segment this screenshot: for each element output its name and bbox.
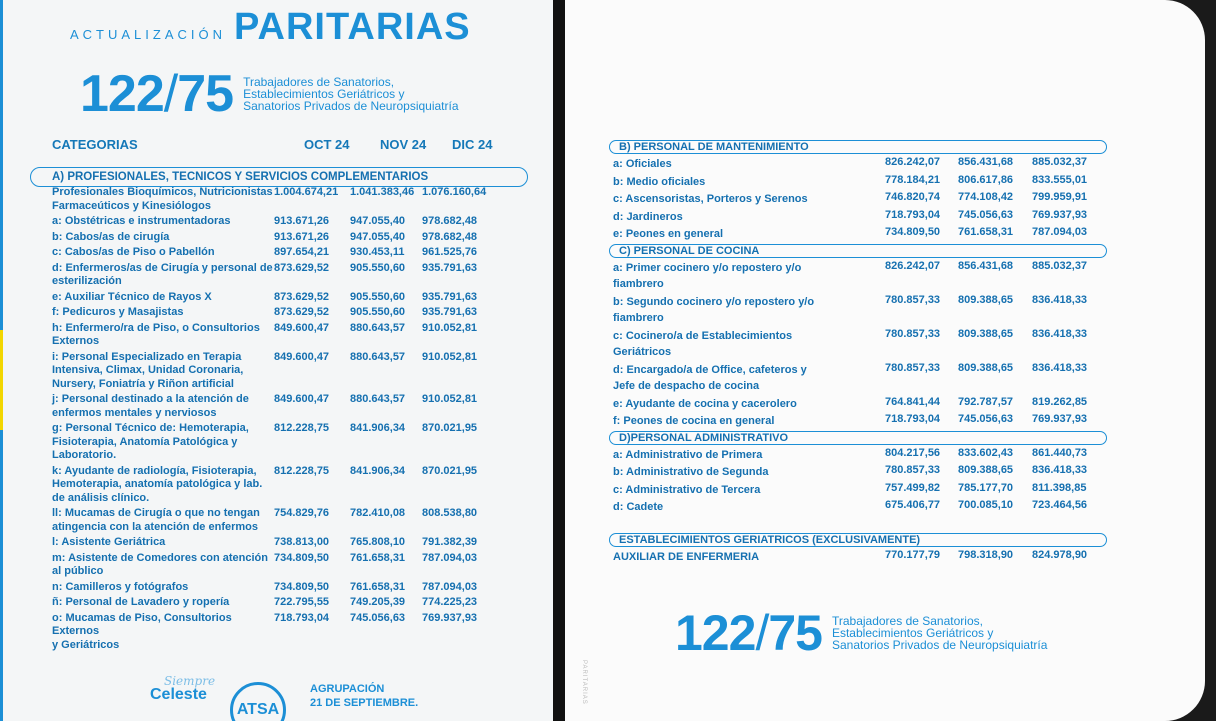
row-label-line: a: Oficiales bbox=[613, 158, 672, 170]
value-oct: 746.820,74 bbox=[885, 191, 941, 203]
right-page bbox=[565, 0, 1205, 721]
table-row bbox=[52, 422, 502, 463]
row-label bbox=[52, 262, 274, 289]
value-dic: 819.262,85 bbox=[1032, 395, 1088, 408]
value-nov: 785.177,70 bbox=[958, 481, 1014, 494]
table-row bbox=[613, 447, 1112, 464]
logo-line: Sanatorios Privados de Neuropsiquiatría bbox=[831, 638, 1048, 652]
row-label-line: ñ: Personal de Lavadero y ropería bbox=[52, 596, 230, 608]
logo-line: Establecimientos Geriátricos y bbox=[831, 626, 994, 640]
logo-122-75 bbox=[80, 65, 459, 123]
value-nov: 809.388,65 bbox=[958, 361, 1014, 374]
row-label-line: fiambrero bbox=[613, 312, 664, 324]
value-oct: 757.499,82 bbox=[885, 481, 941, 494]
footer-agrupacion bbox=[310, 682, 418, 710]
value-nov: 880.643,57 bbox=[350, 321, 406, 334]
value-dic: 1.076.160,64 bbox=[422, 186, 487, 198]
row-label bbox=[613, 191, 853, 208]
value-dic: 836.418,33 bbox=[1032, 293, 1088, 306]
value-oct: 826.242,07 bbox=[885, 259, 941, 272]
value-oct: 778.184,21 bbox=[885, 173, 941, 186]
row-label bbox=[52, 393, 274, 420]
value-oct: 734.809,50 bbox=[274, 580, 330, 593]
logo-number-a: 122 bbox=[80, 65, 164, 123]
row-label-line: atingencia con la atención de enfermos bbox=[52, 520, 258, 533]
table-row bbox=[52, 536, 502, 550]
row-label bbox=[613, 156, 853, 173]
row-label bbox=[613, 482, 853, 499]
value-dic: 935.791,63 bbox=[422, 261, 478, 274]
value-dic: 978.682,48 bbox=[422, 215, 478, 227]
row-label-line: b: Segundo cocinero y/o repostero y/o bbox=[613, 295, 815, 308]
table-row bbox=[52, 393, 502, 420]
section-title: C) PERSONAL DE COCINA bbox=[619, 244, 760, 257]
value-oct: 826.242,07 bbox=[885, 156, 941, 168]
row-label-line: f: Pedicuros y Masajistas bbox=[52, 306, 184, 318]
row-label bbox=[52, 581, 274, 595]
table-row bbox=[52, 507, 502, 534]
value-nov: 806.617,86 bbox=[958, 173, 1014, 186]
row-label-line: Farmaceúticos y Kinesiólogos bbox=[52, 199, 211, 212]
row-label-line: f: Peones de cocina en general bbox=[613, 415, 775, 427]
row-label-line: Nursery, Foniatría y Riñon artificial bbox=[52, 377, 234, 390]
value-nov: 745.056,63 bbox=[350, 611, 406, 624]
value-nov: 947.055,40 bbox=[350, 215, 406, 227]
value-nov: 841.906,34 bbox=[350, 422, 406, 434]
value-oct: 897.654,21 bbox=[274, 246, 330, 258]
value-dic: 833.555,01 bbox=[1032, 173, 1088, 186]
value-dic: 811.398,85 bbox=[1032, 481, 1087, 494]
row-label bbox=[52, 246, 274, 260]
row-label-line: k: Ayudante de radiología, Fisioterapia, bbox=[52, 464, 257, 477]
agrupacion-line: 21 DE SEPTIEMBRE. bbox=[310, 697, 419, 709]
table-row bbox=[613, 482, 1112, 499]
row-label-line: n: Camilleros y fotógrafos bbox=[52, 580, 189, 593]
salary-table-a bbox=[52, 186, 512, 680]
value-dic: 861.440,73 bbox=[1032, 446, 1088, 459]
row-label bbox=[52, 536, 274, 550]
value-oct: 764.841,44 bbox=[885, 395, 941, 408]
table-row bbox=[52, 262, 502, 289]
value-nov: 905.550,60 bbox=[350, 290, 406, 303]
table-row bbox=[613, 549, 1112, 566]
value-dic: 787.094,03 bbox=[422, 551, 478, 564]
atsa-emblem-icon bbox=[230, 682, 286, 721]
value-dic: 961.525,76 bbox=[422, 246, 478, 258]
value-nov: 774.108,42 bbox=[958, 191, 1014, 203]
value-oct: 780.857,33 bbox=[885, 293, 941, 306]
row-label-line: e: Ayudante de cocina y cacerolero bbox=[613, 397, 797, 410]
table-row bbox=[613, 209, 1112, 226]
table-row bbox=[52, 596, 502, 610]
section-title: ESTABLECIMIENTOS GERIATRICOS (EXCLUSIVAMENTE) bbox=[619, 533, 921, 546]
emblem-text: ATSA bbox=[236, 701, 280, 718]
row-label bbox=[52, 231, 274, 245]
value-dic: 787.094,03 bbox=[1032, 226, 1088, 238]
table-row bbox=[52, 291, 502, 305]
value-dic: 910.052,81 bbox=[422, 393, 478, 405]
value-oct: 913.671,26 bbox=[274, 230, 330, 243]
row-label-line: Laboratorio. bbox=[52, 449, 117, 461]
row-label-line: d: Enfermeros/as de Cirugía y personal de bbox=[52, 261, 273, 274]
row-label-line: Hemoterapia, anatomía patológica y lab. bbox=[52, 478, 263, 490]
value-nov: 700.085,10 bbox=[958, 499, 1014, 511]
value-nov: 930.453,11 bbox=[350, 246, 405, 258]
row-label bbox=[52, 186, 274, 213]
table-row bbox=[613, 156, 1112, 173]
salary-table-bcd bbox=[613, 140, 1163, 570]
row-label-line: l: Asistente Geriátrica bbox=[52, 536, 166, 548]
value-oct: 718.793,04 bbox=[885, 208, 941, 221]
value-oct: 780.857,33 bbox=[885, 327, 941, 340]
value-nov: 841.906,34 bbox=[350, 464, 406, 477]
row-label bbox=[613, 362, 853, 395]
row-label-line: m: Asistente de Comedores con atención bbox=[52, 551, 268, 564]
row-label bbox=[613, 174, 853, 191]
value-dic: 774.225,23 bbox=[422, 596, 478, 608]
value-dic: 836.418,33 bbox=[1032, 361, 1088, 374]
row-label bbox=[613, 209, 853, 226]
table-row bbox=[613, 362, 1112, 395]
logo-line: Sanatorios Privados de Neuropsiquiatría bbox=[243, 99, 459, 113]
value-nov: 765.808,10 bbox=[350, 536, 406, 548]
row-label-line: d: Jardineros bbox=[613, 210, 683, 223]
row-label bbox=[613, 226, 853, 243]
value-oct: 812.228,75 bbox=[274, 464, 330, 477]
value-dic: 769.937,93 bbox=[1032, 208, 1088, 221]
table-row bbox=[52, 465, 502, 506]
spine-text: PARITARIAS bbox=[581, 660, 587, 705]
logo-slash: / bbox=[755, 605, 769, 661]
row-label-line: enfermos mentales y nerviosos bbox=[52, 406, 217, 419]
row-label bbox=[613, 413, 853, 430]
header bbox=[70, 6, 490, 46]
row-label-line: b: Medio oficiales bbox=[613, 175, 706, 188]
value-dic: 808.538,80 bbox=[422, 507, 478, 519]
row-label-line: AUXILIAR DE ENFERMERIA bbox=[613, 550, 760, 563]
value-nov: 856.431,68 bbox=[958, 156, 1014, 168]
table-row bbox=[52, 306, 502, 320]
value-oct: 849.600,47 bbox=[274, 350, 330, 363]
header-subtitle: ACTUALIZACIÓN bbox=[70, 27, 227, 42]
table-row bbox=[52, 581, 502, 595]
row-label-line: a: Obstétricas e instrumentadoras bbox=[52, 215, 231, 227]
value-nov: 905.550,60 bbox=[350, 306, 406, 318]
table-row bbox=[52, 215, 502, 229]
agrupacion-line: AGRUPACIÓN bbox=[310, 683, 385, 695]
logo-number-b: 75 bbox=[768, 605, 822, 661]
row-label-line: de análisis clínico. bbox=[52, 491, 150, 504]
table-row bbox=[613, 464, 1112, 481]
row-label-line: fiambrero bbox=[613, 278, 664, 290]
value-dic: 978.682,48 bbox=[422, 230, 478, 243]
row-label-line: h: Enfermero/ra de Piso, o Consultorios bbox=[52, 321, 260, 334]
col-dic: DIC 24 bbox=[452, 137, 493, 152]
logo-number bbox=[675, 605, 822, 661]
row-label bbox=[613, 549, 853, 566]
row-label bbox=[52, 291, 274, 305]
row-label-line: c: Ascensoristas, Porteros y Serenos bbox=[613, 193, 808, 205]
value-dic: 836.418,33 bbox=[1032, 464, 1088, 476]
row-label bbox=[613, 499, 853, 516]
logo-line: Establecimientos Geriátricos y bbox=[243, 87, 405, 101]
value-oct: 812.228,75 bbox=[274, 422, 330, 434]
logo-text bbox=[832, 615, 1047, 651]
value-dic: 870.021,95 bbox=[422, 464, 478, 477]
row-label-line: a: Administrativo de Primera bbox=[613, 448, 763, 461]
value-dic: 836.418,33 bbox=[1032, 327, 1088, 340]
row-label-line: i: Personal Especializado en Terapia bbox=[52, 350, 242, 363]
value-nov: 782.410,08 bbox=[350, 507, 406, 519]
value-nov: 905.550,60 bbox=[350, 261, 406, 274]
logo-number-b: 75 bbox=[177, 65, 234, 123]
logo-text bbox=[243, 76, 458, 112]
row-label-line: ll: Mucamas de Cirugía o que no tengan bbox=[52, 507, 260, 519]
footer-celeste: Celeste bbox=[150, 686, 207, 703]
value-nov: 749.205,39 bbox=[350, 596, 406, 608]
row-label-line: c: Cabos/as de Piso o Pabellón bbox=[52, 246, 215, 258]
table-row bbox=[613, 413, 1112, 430]
value-oct: 849.600,47 bbox=[274, 321, 330, 334]
row-label-line: Fisioterapia, Anatomía Patológica y bbox=[52, 435, 238, 448]
row-label bbox=[52, 215, 274, 229]
row-label-line: e: Peones en general bbox=[613, 228, 724, 240]
col-categorias: CATEGORIAS bbox=[52, 137, 138, 152]
header-title: PARITARIAS bbox=[234, 6, 471, 48]
value-oct: 770.177,79 bbox=[885, 548, 941, 561]
table-row bbox=[52, 611, 502, 651]
value-dic: 935.791,63 bbox=[422, 290, 478, 303]
logo-number bbox=[80, 65, 234, 123]
value-dic: 870.021,95 bbox=[422, 422, 478, 434]
row-label bbox=[613, 464, 853, 481]
table-row bbox=[52, 351, 502, 392]
value-nov: 947.055,40 bbox=[350, 230, 406, 243]
value-nov: 745.056,63 bbox=[958, 413, 1014, 425]
row-label-line: Externos bbox=[52, 335, 100, 347]
row-label bbox=[52, 322, 274, 349]
logo-slash: / bbox=[163, 65, 178, 123]
value-oct: 734.809,50 bbox=[274, 551, 330, 564]
value-dic: 885.032,37 bbox=[1032, 259, 1088, 272]
value-nov: 761.658,31 bbox=[958, 226, 1014, 238]
value-oct: 1.004.674,21 bbox=[274, 186, 339, 198]
value-oct: 804.217,56 bbox=[885, 446, 941, 459]
value-oct: 873.629,52 bbox=[274, 290, 330, 303]
row-label-line: c: Administrativo de Tercera bbox=[613, 483, 761, 496]
value-oct: 873.629,52 bbox=[274, 306, 330, 318]
value-dic: 935.791,63 bbox=[422, 306, 478, 318]
table-row bbox=[613, 260, 1112, 293]
row-label-line: d: Cadete bbox=[613, 501, 664, 513]
col-oct: OCT 24 bbox=[304, 137, 350, 152]
value-oct: 718.793,04 bbox=[274, 611, 330, 624]
row-label-line: d: Encargado/a de Office, cafeteros y bbox=[613, 363, 807, 376]
logo-122-75 bbox=[675, 605, 1048, 661]
row-label bbox=[613, 294, 853, 327]
value-nov: 792.787,57 bbox=[958, 395, 1014, 408]
row-label bbox=[613, 328, 853, 361]
row-label bbox=[52, 612, 274, 653]
value-oct: 913.671,26 bbox=[274, 215, 330, 227]
value-dic: 824.978,90 bbox=[1032, 548, 1088, 561]
row-label bbox=[52, 351, 274, 392]
value-nov: 880.643,57 bbox=[350, 393, 406, 405]
value-oct: 675.406,77 bbox=[885, 499, 941, 511]
value-dic: 723.464,56 bbox=[1032, 499, 1088, 511]
value-dic: 910.052,81 bbox=[422, 350, 478, 363]
value-oct: 780.857,33 bbox=[885, 361, 941, 374]
value-dic: 769.937,93 bbox=[1032, 413, 1088, 425]
row-label-line: Intensiva, Climax, Unidad Coronaria, bbox=[52, 364, 244, 376]
table-row bbox=[613, 294, 1112, 327]
row-label-line: Profesionales Bioquímicos, Nutricionistas bbox=[52, 186, 273, 198]
table-row bbox=[613, 499, 1112, 516]
value-oct: 738.813,00 bbox=[274, 536, 330, 548]
value-oct: 873.629,52 bbox=[274, 261, 330, 274]
value-nov: 1.041.383,46 bbox=[350, 186, 415, 198]
row-label bbox=[52, 596, 274, 610]
row-label-line: e: Auxiliar Técnico de Rayos X bbox=[52, 290, 212, 303]
row-label-line: c: Cocinero/a de Establecimientos bbox=[613, 329, 793, 342]
row-label-line: esterilización bbox=[52, 275, 122, 287]
footer-siempre: Siempre bbox=[164, 674, 216, 688]
section-title: D)PERSONAL ADMINISTRATIVO bbox=[619, 431, 789, 444]
value-dic: 910.052,81 bbox=[422, 321, 478, 334]
table-row bbox=[613, 174, 1112, 191]
value-nov: 761.658,31 bbox=[350, 551, 406, 564]
row-label-line: y Geriátricos bbox=[52, 638, 120, 651]
row-label bbox=[52, 422, 274, 463]
logo-number-a: 122 bbox=[675, 605, 756, 661]
value-dic: 885.032,37 bbox=[1032, 156, 1088, 168]
table-row bbox=[52, 231, 502, 245]
value-nov: 745.056,63 bbox=[958, 208, 1014, 221]
row-label bbox=[613, 447, 853, 464]
col-nov: NOV 24 bbox=[380, 137, 427, 152]
value-oct: 754.829,76 bbox=[274, 507, 330, 519]
table-row bbox=[52, 552, 502, 579]
value-nov: 833.602,43 bbox=[958, 446, 1014, 459]
row-label bbox=[613, 260, 853, 293]
row-label-line: b: Cabos/as de cirugía bbox=[52, 230, 170, 243]
value-oct: 780.857,33 bbox=[885, 464, 941, 476]
table-row bbox=[52, 322, 502, 349]
footer bbox=[150, 674, 450, 721]
row-label-line: b: Administrativo de Segunda bbox=[613, 466, 769, 478]
value-oct: 718.793,04 bbox=[885, 413, 941, 425]
page-edge-accent bbox=[0, 330, 3, 430]
section-title: B) PERSONAL DE MANTENIMIENTO bbox=[619, 141, 809, 153]
value-oct: 734.809,50 bbox=[885, 226, 941, 238]
row-label-line: al público bbox=[52, 565, 104, 577]
value-nov: 761.658,31 bbox=[350, 580, 406, 593]
value-oct: 849.600,47 bbox=[274, 393, 330, 405]
row-label-line: g: Personal Técnico de: Hemoterapia, bbox=[52, 422, 249, 434]
value-dic: 799.959,91 bbox=[1032, 191, 1088, 203]
row-label-line: a: Primer cocinero y/o repostero y/o bbox=[613, 261, 802, 274]
value-nov: 880.643,57 bbox=[350, 350, 406, 363]
value-nov: 798.318,90 bbox=[958, 548, 1014, 561]
row-label-line: Jefe de despacho de cocina bbox=[613, 380, 760, 392]
row-label-line: j: Personal destinado a la atención de bbox=[52, 393, 249, 405]
row-label bbox=[52, 507, 274, 534]
logo-line: Trabajadores de Sanatorios, bbox=[831, 614, 983, 628]
value-dic: 787.094,03 bbox=[422, 580, 478, 593]
value-dic: 769.937,93 bbox=[422, 611, 478, 624]
column-headers bbox=[52, 137, 512, 155]
section-title: A) PROFESIONALES, TECNICOS Y SERVICIOS COMPLEMENTARIOS bbox=[52, 171, 429, 183]
page-divider bbox=[553, 0, 565, 721]
row-label bbox=[52, 306, 274, 320]
row-label bbox=[52, 552, 274, 579]
left-page bbox=[0, 0, 553, 721]
value-nov: 809.388,65 bbox=[958, 293, 1014, 306]
logo-line: Trabajadores de Sanatorios, bbox=[243, 75, 395, 89]
table-row bbox=[613, 328, 1112, 361]
row-label-line: Geriátricos bbox=[613, 346, 672, 358]
row-label bbox=[613, 396, 853, 413]
value-nov: 809.388,65 bbox=[958, 464, 1014, 476]
value-nov: 809.388,65 bbox=[958, 327, 1014, 340]
value-oct: 722.795,55 bbox=[274, 596, 330, 608]
table-row bbox=[613, 396, 1112, 413]
table-row bbox=[52, 246, 502, 260]
value-dic: 791.382,39 bbox=[422, 536, 478, 548]
table-row bbox=[52, 186, 502, 213]
row-label-line: o: Mucamas de Piso, Consultorios Externos bbox=[52, 611, 232, 637]
value-nov: 856.431,68 bbox=[958, 259, 1014, 272]
row-label bbox=[52, 465, 274, 506]
table-row bbox=[613, 191, 1112, 208]
table-row bbox=[613, 226, 1112, 243]
